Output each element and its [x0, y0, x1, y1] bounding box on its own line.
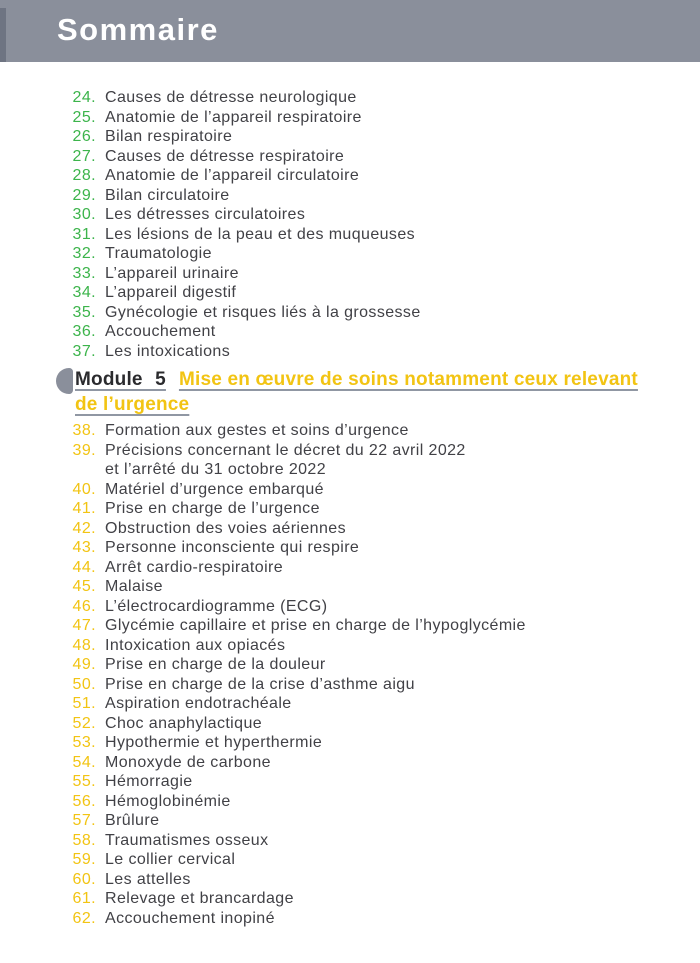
- toc-item: [57, 88, 692, 108]
- toc-item-number: 42.: [72, 519, 96, 537]
- toc-item: [57, 127, 692, 147]
- toc-item: [57, 108, 692, 128]
- toc-item-title: L’appareil urinaire: [105, 264, 239, 282]
- toc-item-title: Le collier cervical: [105, 851, 236, 868]
- toc-item-title: Bilan respiratoire: [105, 128, 233, 145]
- toc-root: [57, 88, 692, 928]
- toc-item: [57, 322, 692, 342]
- toc-item-number: 51.: [72, 695, 96, 712]
- toc-item-title: Aspiration endotrachéale: [105, 695, 292, 712]
- toc-item-number: 37.: [72, 342, 96, 360]
- toc-item-title: Précisions concernant le décret du 22 avril 2022 et l’arrêté du 31 octobre 2022: [105, 441, 466, 478]
- toc-item-title: L’appareil digestif: [105, 284, 237, 301]
- toc-item: [57, 694, 692, 714]
- toc-item-number: 34.: [72, 284, 96, 301]
- toc-item-number: 29.: [72, 186, 96, 204]
- toc-item-number: 39.: [72, 441, 96, 459]
- toc-item: [57, 616, 692, 636]
- toc-item-title: Accouchement: [105, 323, 216, 340]
- toc-item-number: 36.: [72, 323, 96, 340]
- toc-item: [57, 166, 692, 186]
- toc-item-number: 33.: [72, 264, 96, 282]
- toc-item: [57, 792, 692, 812]
- toc-item-title: L’électrocardiogramme (ECG): [105, 597, 328, 615]
- toc-item: [57, 850, 692, 870]
- toc-item-number: 38.: [72, 422, 96, 439]
- toc-item-title: Hémorragie: [105, 773, 193, 790]
- toc-item: [57, 597, 692, 617]
- toc-item-title: Matériel d’urgence embarqué: [105, 480, 324, 498]
- toc-item-number: 61.: [72, 890, 96, 907]
- toc-item-title: Hypothermie et hyperthermie: [105, 734, 323, 751]
- toc-item: [57, 264, 692, 284]
- toc-item: [57, 538, 692, 558]
- toc-item-number: 28.: [72, 167, 96, 184]
- toc-item-number: 57.: [72, 812, 96, 829]
- toc-item: [57, 909, 692, 929]
- toc-item: [57, 753, 692, 773]
- toc-item-number: 40.: [72, 480, 96, 498]
- toc-item-number: 53.: [72, 734, 96, 751]
- toc-item: [57, 889, 692, 909]
- toc-item-title: Les intoxications: [105, 342, 231, 360]
- toc-item-title: Anatomie de l’appareil circulatoire: [105, 167, 360, 184]
- toc-item-number: 27.: [72, 147, 96, 165]
- toc-item-title: Traumatismes osseux: [105, 831, 269, 849]
- toc-item-number: 60.: [72, 870, 96, 888]
- toc-item-title: Malaise: [105, 578, 163, 595]
- toc-item: [57, 303, 692, 323]
- toc-item-number: 55.: [72, 773, 96, 790]
- toc-item-number: 35.: [72, 303, 96, 321]
- module-label: Module 5: [75, 369, 166, 390]
- toc-list: [57, 421, 692, 928]
- toc-item: [57, 558, 692, 578]
- toc-item-title: Prise en charge de l’urgence: [105, 500, 320, 517]
- table-of-contents: [57, 88, 692, 928]
- header-left-edge-decoration: [0, 8, 6, 62]
- header-bar: [0, 0, 700, 62]
- toc-item: [57, 811, 692, 831]
- toc-item: [57, 519, 692, 539]
- toc-item: [57, 342, 692, 362]
- toc-item-number: 56.: [72, 792, 96, 810]
- toc-item: [57, 831, 692, 851]
- toc-item: [57, 870, 692, 890]
- toc-item: [57, 577, 692, 597]
- toc-item-title: Hémoglobinémie: [105, 792, 231, 810]
- toc-item-number: 48.: [72, 636, 96, 654]
- toc-item-title: Causes de détresse neurologique: [105, 89, 357, 106]
- toc-item-number: 49.: [72, 656, 96, 673]
- toc-item-title: Arrêt cardio-respiratoire: [105, 558, 284, 576]
- toc-item-number: 45.: [72, 578, 96, 595]
- toc-item-number: 44.: [72, 558, 96, 576]
- toc-item-title: Accouchement inopiné: [105, 909, 275, 927]
- toc-item-title: Prise en charge de la douleur: [105, 656, 326, 673]
- toc-item-title: Prise en charge de la crise d’asthme aigu: [105, 675, 415, 693]
- toc-item-title: Intoxication aux opiacés: [105, 636, 286, 654]
- toc-item-number: 31.: [72, 225, 96, 243]
- toc-item: [57, 772, 692, 792]
- toc-item-title: Gynécologie et risques liés à la grossesse: [105, 303, 421, 321]
- toc-item-number: 59.: [72, 851, 96, 868]
- toc-item-number: 46.: [72, 597, 96, 615]
- module-pill-icon: [56, 368, 73, 394]
- toc-item-number: 58.: [72, 831, 96, 849]
- module-heading: [57, 367, 692, 417]
- toc-item-number: 25.: [72, 108, 96, 126]
- toc-item: [57, 655, 692, 675]
- toc-item-title: Les détresses circulatoires: [105, 206, 306, 223]
- toc-item-number: 26.: [72, 128, 96, 145]
- toc-item-title: Glycémie capillaire et prise en charge de l’hypoglycémie: [105, 617, 526, 634]
- toc-item: [57, 283, 692, 303]
- toc-item: [57, 421, 692, 441]
- toc-list: [57, 88, 692, 361]
- toc-item: [57, 225, 692, 245]
- toc-item: [57, 636, 692, 656]
- toc-item: [57, 441, 692, 480]
- toc-item-number: 52.: [72, 714, 96, 732]
- toc-item-number: 32.: [72, 245, 96, 262]
- toc-item: [57, 186, 692, 206]
- toc-item-number: 43.: [72, 539, 96, 556]
- toc-item-title: Bilan circulatoire: [105, 186, 230, 204]
- toc-item: [57, 480, 692, 500]
- toc-item-title: Choc anaphylactique: [105, 714, 263, 732]
- toc-item-title: Relevage et brancardage: [105, 890, 294, 907]
- toc-item-title: Brûlure: [105, 812, 160, 829]
- toc-item: [57, 147, 692, 167]
- toc-item-title: Causes de détresse respiratoire: [105, 147, 345, 165]
- toc-item-number: 41.: [72, 500, 96, 517]
- toc-item-number: 30.: [72, 206, 96, 223]
- toc-item: [57, 205, 692, 225]
- toc-item: [57, 244, 692, 264]
- toc-item-number: 24.: [72, 89, 96, 106]
- toc-item: [57, 714, 692, 734]
- toc-item-title: Les lésions de la peau et des muqueuses: [105, 225, 416, 243]
- toc-item-number: 62.: [72, 909, 96, 927]
- toc-item-title: Monoxyde de carbone: [105, 753, 271, 771]
- toc-item-title: Anatomie de l’appareil respiratoire: [105, 108, 362, 126]
- toc-item-title: Traumatologie: [105, 245, 212, 262]
- toc-item-title: Obstruction des voies aériennes: [105, 519, 346, 537]
- toc-item: [57, 733, 692, 753]
- toc-item-number: 50.: [72, 675, 96, 693]
- toc-item: [57, 675, 692, 695]
- toc-item-title: Personne inconsciente qui respire: [105, 539, 360, 556]
- toc-item: [57, 499, 692, 519]
- toc-item-title: Formation aux gestes et soins d’urgence: [105, 422, 409, 439]
- toc-item-title: Les attelles: [105, 870, 191, 888]
- toc-item-number: 47.: [72, 617, 96, 634]
- module-title: Mise en œuvre de soins notamment ceux relevant de l’urgence: [75, 369, 638, 415]
- page-title: Sommaire: [57, 12, 219, 47]
- toc-item-number: 54.: [72, 753, 96, 771]
